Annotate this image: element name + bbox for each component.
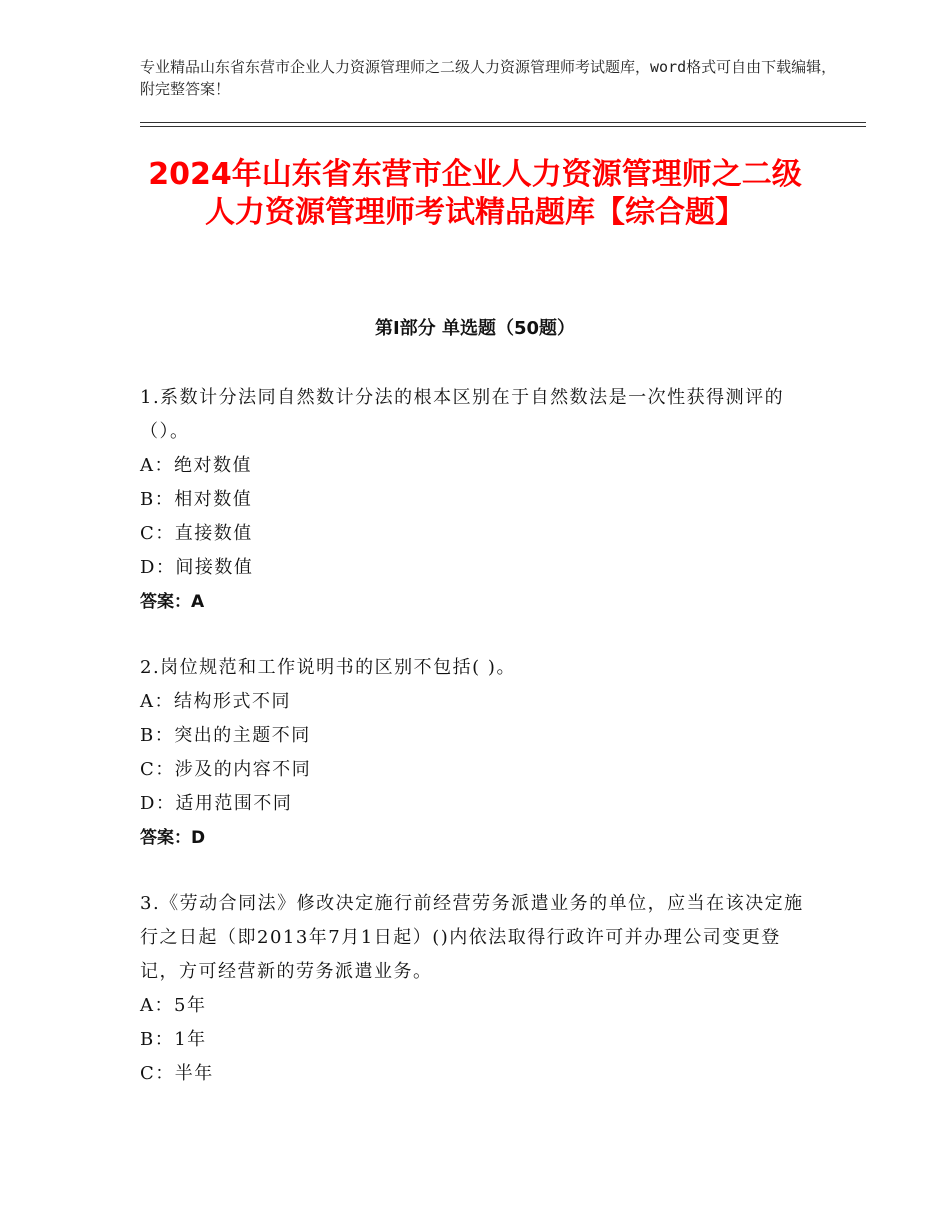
option-c: C：涉及的内容不同 bbox=[140, 759, 312, 780]
header-rule-thin bbox=[140, 126, 866, 127]
question-stem: 1.系数计分法同自然数计分法的根本区别在于自然数法是一次性获得测评的（）。 bbox=[140, 387, 785, 442]
header-note: 专业精品山东省东营市企业人力资源管理师之二级人力资源管理师考试题库，word格式可自由下载编辑，附完整答案！ bbox=[140, 58, 837, 98]
answer-label: 答案：A bbox=[140, 592, 205, 612]
option-b: B：1年 bbox=[140, 1029, 207, 1050]
question-stem: 2.岗位规范和工作说明书的区别不包括( )。 bbox=[140, 657, 516, 678]
option-c: C：半年 bbox=[140, 1063, 214, 1084]
option-c: C：直接数值 bbox=[140, 523, 253, 544]
header-rule bbox=[140, 122, 866, 123]
option-a: A：5年 bbox=[140, 995, 207, 1016]
answer-label: 答案：D bbox=[140, 828, 206, 848]
question-list bbox=[140, 381, 810, 1123]
question-2 bbox=[140, 651, 810, 855]
question-stem: 3.《劳动合同法》修改决定施行前经营劳务派遣业务的单位，应当在该决定施行之日起（即2013年7月1日起）()内依法取得行政许可并办理公司变更登记，方可经营新的劳务派遣业务。 bbox=[140, 893, 804, 982]
question-3 bbox=[140, 887, 810, 1091]
option-d: D：适用范围不同 bbox=[140, 793, 293, 814]
section-title: 第Ⅰ部分 单选题（50题） bbox=[374, 318, 575, 339]
option-d: D：间接数值 bbox=[140, 557, 254, 578]
option-b: B：相对数值 bbox=[140, 489, 253, 510]
question-1 bbox=[140, 381, 810, 619]
document-title: 2024年山东省东营市企业人力资源管理师之二级人力资源管理师考试精品题库【综合题】 bbox=[148, 157, 802, 230]
option-a: A：绝对数值 bbox=[140, 455, 252, 476]
option-b: B：突出的主题不同 bbox=[140, 725, 311, 746]
option-a: A：结构形式不同 bbox=[140, 691, 291, 712]
